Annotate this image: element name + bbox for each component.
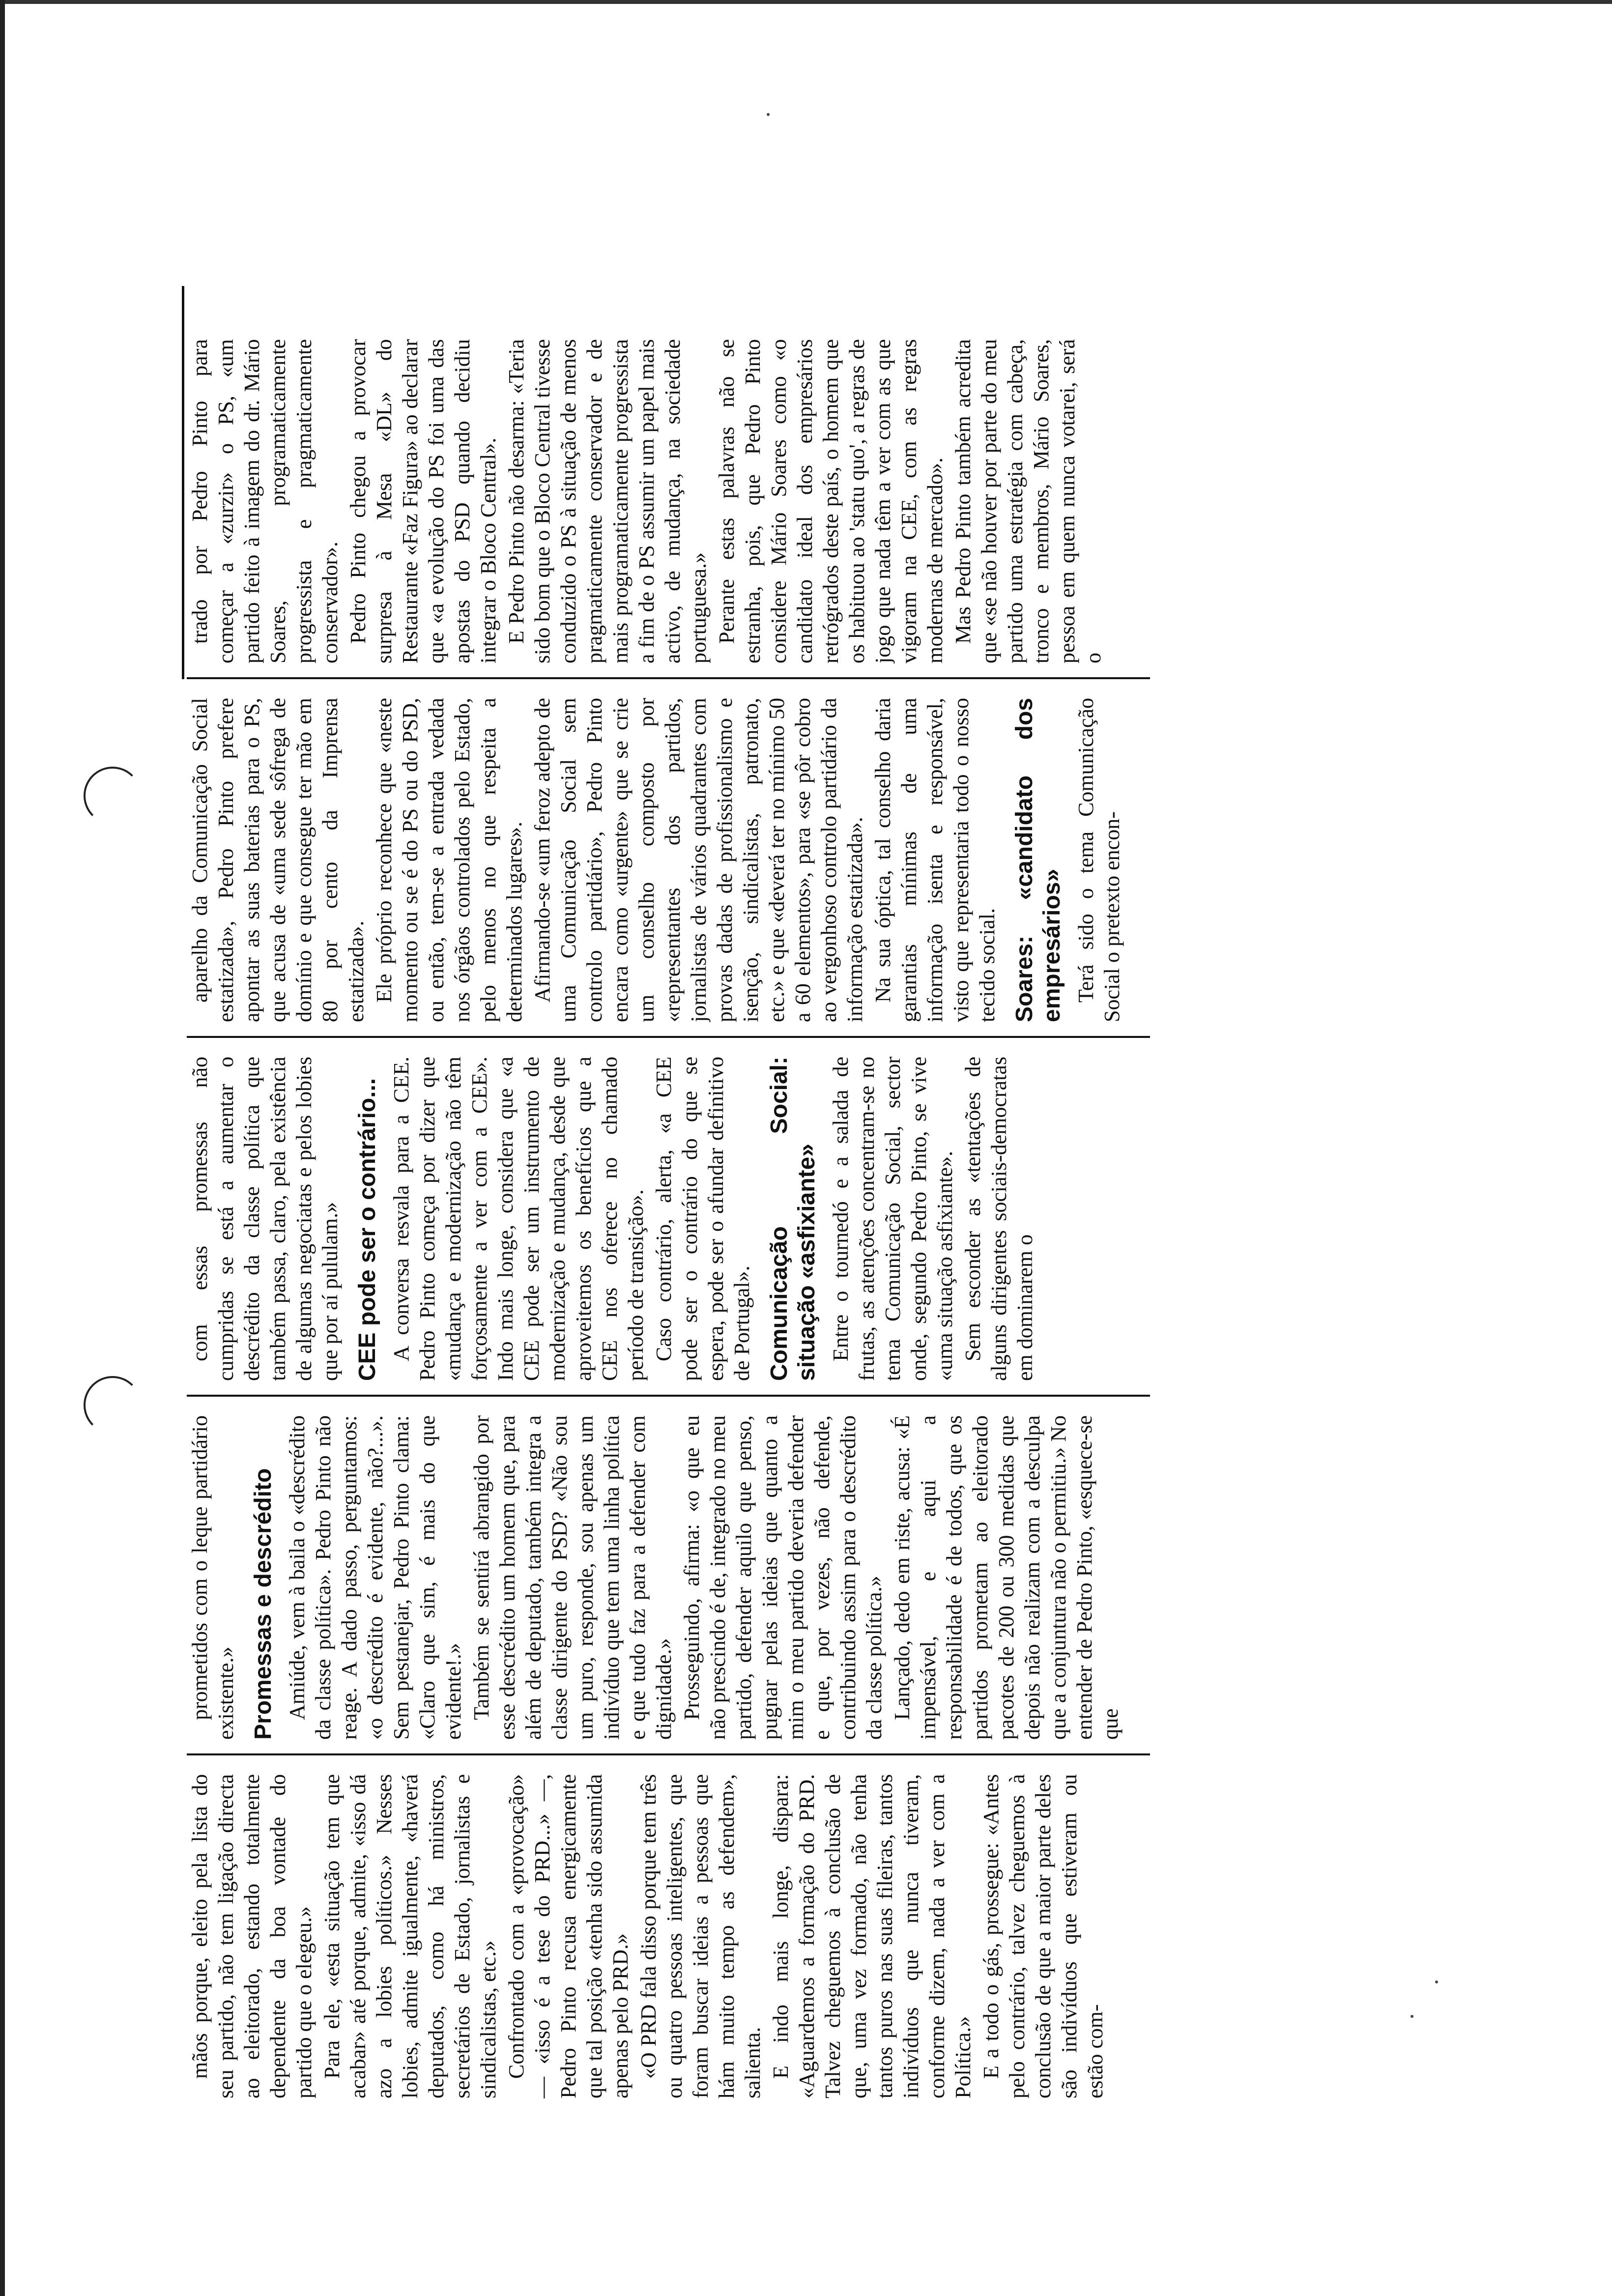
- column-divider: [187, 677, 1150, 679]
- article-paragraph: Sem esconder as «tentações de alguns dirigentes sociais-democratas em dominarem o: [961, 1057, 1037, 1381]
- article-paragraph: E a todo o gás, prossegue: «Antes pelo contrário, talvez cheguemos à conclusão de que a maior parte deles são indivíduos que estiveram ou estão com-: [979, 1774, 1107, 2098]
- article-column-2: [187, 1415, 1150, 1740]
- article-paragraph: Também se sentirá abrangido por esse descrédito um homem que, para além de deputado, também integra a classe dirigente do PSD? «Não sou um puro, responde, sou apenas um indivíduo que tem uma linha política e que tudo faz para a defender com dignidade.»: [469, 1415, 676, 1740]
- article-paragraph: com essas promessas não cumpridas se está a aumentar o descrédito da classe política que também passa, claro, pela existência de algumas negociatas e pelos lobies que por aí pululam.»: [188, 1057, 342, 1381]
- article-paragraph: prometidos com o leque partidário existente.»: [188, 1415, 238, 1740]
- article-paragraph: Para ele, «esta situação tem que acabar» até porque, admite, «isso dá azo a lobies políticos.» Nesses lobies, admite igualmente, «haverá deputados, como há ministros, secretários de Estado, jornalistas e sindicalistas, etc.»: [320, 1774, 500, 2098]
- column-divider: [187, 1395, 1150, 1397]
- article-paragraph: Pedro Pinto chegou a provocar surpresa à Mesa «DL» do Restaurante «Faz Figura» ao declarar que «a evolução do PS foi uma das apostas do PSD quando decidiu integrar o Bloco Central».: [346, 339, 500, 663]
- scan-left-edge: [0, 0, 5, 2296]
- scan-top-edge: [0, 0, 1612, 4]
- article-column-1: [187, 1774, 1150, 2098]
- article-paragraph: Amiúde, vem à baila o «descrédito da classe política». Pedro Pinto não reage. A dado passo, perguntamos: «o descrédito é evidente, não?...». Sem pestanejar, Pedro Pinto clama: «Claro que sim, é mais do que evidente!.»: [285, 1415, 465, 1740]
- article-paragraph: trado por Pedro Pinto para começar a «zurzir» o PS, «um partido feito à imagem do dr. Mário Soares, programaticamente progressista e pragmaticamente conservador».: [188, 339, 342, 663]
- article-paragraph: «O PRD fala disso porque tem três ou quatro pessoas inteligentes, que foram buscar ideias a pessoas que hám muito tempo as defendem», salienta.: [636, 1774, 765, 2098]
- scan-speck: [1435, 1980, 1438, 1983]
- scan-speck: [1410, 2015, 1413, 2018]
- article-paragraph: mãos porque, eleito pela lista do seu partido, não tem ligação directa ao eleitorado, estando totalmente dependente da boa vontade do partido que o elegeu.»: [188, 1774, 316, 2098]
- article-paragraph: Prosseguindo, afirma: «o que eu não prescindo é de, integrado no meu partido, defender aquilo que penso, pugnar pelas ideias que quanto a mim o meu partido deveria defender e que, por vezes, não defende, contribuindo assim para o descrédito da classe política.»: [680, 1415, 886, 1740]
- section-subheading: Comunicação Social: situação «asfixiante»: [766, 1057, 820, 1381]
- article-paragraph: Mas Pedro Pinto também acredita que «se não houver por parte do meu partido uma estratégia com cabeça, tronco e membros, Mário Soares, pessoa em quem nunca votarei, será o: [951, 339, 1105, 663]
- scan-speck: [767, 113, 770, 116]
- article-paragraph: Na sua óptica, tal conselho daria garantias mínimas de uma informação isenta e responsável, visto que representaria todo o nosso tecido social.: [871, 698, 999, 1022]
- article-paragraph: Terá sido o tema Comunicação Social o pretexto encon-: [1074, 698, 1124, 1022]
- newspaper-clipping: [187, 280, 1170, 2098]
- article-paragraph: E indo mais longe, dispara: «Aguardemos a formação do PRD. Talvez cheguemos à conclusão de que, uma vez formado, não tenha tantos puros nas suas fileiras, tantos indivíduos que nunca tiveram, conforme dizem, nada a ver com a Política.»: [769, 1774, 975, 2098]
- section-subheading: Soares: «candidato dos empresários»: [1011, 698, 1065, 1022]
- section-subheading: CEE pode ser o contrário...: [354, 1078, 380, 1381]
- punch-hole-lower: [84, 1376, 142, 1434]
- article-paragraph: A conversa resvala para a CEE. Pedro Pinto começa por dizer que «mudança e modernização não têm forçosamente a ver com a CEE». Indo mais longe, considera que «a CEE pode ser um instrumento de modernização e mudança, desde que aproveitemos os benefícios que a CEE nos oferece no chamado período de transição».: [389, 1057, 648, 1381]
- article-paragraph: Confrontado com a «provocação» — «isso é a tese do PRD...» —, Pedro Pinto recusa energicamente que tal posição «tenha sido assumida apenas pelo PRD.»: [504, 1774, 633, 2098]
- article-column-4: [187, 698, 1150, 1022]
- article-column-5: [187, 339, 1150, 663]
- article-paragraph: E Pedro Pinto não desarma: «Teria sido bom que o Bloco Central tivesse conduzido o PS à situação de menos pragmaticamente conservador e de mais programaticamente progressista a fim de o PS assumir um papel mais activo, de mudança, na sociedade portuguesa.»: [504, 339, 711, 663]
- article-paragraph: Entre o tournedó e a salada de frutas, as atenções concentram-se no tema Comunicação Social, sector onde, segundo Pedro Pinto, se vive «uma situação asfixiante».: [829, 1057, 957, 1381]
- column-top-rule: [182, 286, 184, 679]
- article-paragraph: Caso contrário, alerta, «a CEE pode ser o contrário do que se espera, pode ser o afundar definitivo de Portugal».: [652, 1057, 754, 1381]
- article-paragraph: Lançado, dedo em riste, acusa: «É impensável, e aqui a responsabilidade é de todos, que os partidos prometam ao eleitorado pacotes de 200 ou 300 medidas que depois não realizam com a desculpa que a conjuntura não o permitiu.» No entender de Pedro Pinto, «esquece-se que: [890, 1415, 1123, 1740]
- article-paragraph: Perante estas palavras não se estranha, pois, que Pedro Pinto considere Mário Soares como «o candidato ideal dos empresários retrógrados deste país, o homem que os habituou ao 'statu quo', a regras de jogo que nada têm a ver com as que vigoram na CEE, com as regras modernas de mercado».: [715, 339, 947, 663]
- punch-hole-upper: [84, 767, 142, 825]
- article-paragraph: Ele próprio reconhece que «neste momento ou se é do PS ou do PSD, ou então, tem-se a entrada vedada nos órgãos controlados pelo Estado, pelo menos no que respeita a determinados lugares».: [372, 698, 526, 1022]
- column-divider: [187, 1036, 1150, 1038]
- article-column-3: [187, 1057, 1150, 1381]
- article-paragraph: Afirmando-se «um feroz adepto de uma Comunicação Social sem controlo partidário», Pedro Pinto encara como «urgente» que se crie um conselho composto por «representantes dos partidos, jornalistas de vários quadrantes com provas dadas de profissionalismo e isenção, sindicalistas, patronato, etc.» e que «deverá ter no mínimo 50 a 60 elementos», para «se pôr cobro ao vergonhoso controlo partidário da informação estatizada».: [530, 698, 867, 1022]
- section-subheading: Promessas e descrédito: [250, 1468, 276, 1740]
- article-paragraph: aparelho da Comunicação Social estatizada», Pedro Pinto prefere apontar as suas baterias para o PS, que acusa de «uma sede sôfrega de domínio e que consegue ter mão em 80 por cento da Imprensa estatizada».: [188, 698, 368, 1022]
- column-divider: [187, 1753, 1150, 1755]
